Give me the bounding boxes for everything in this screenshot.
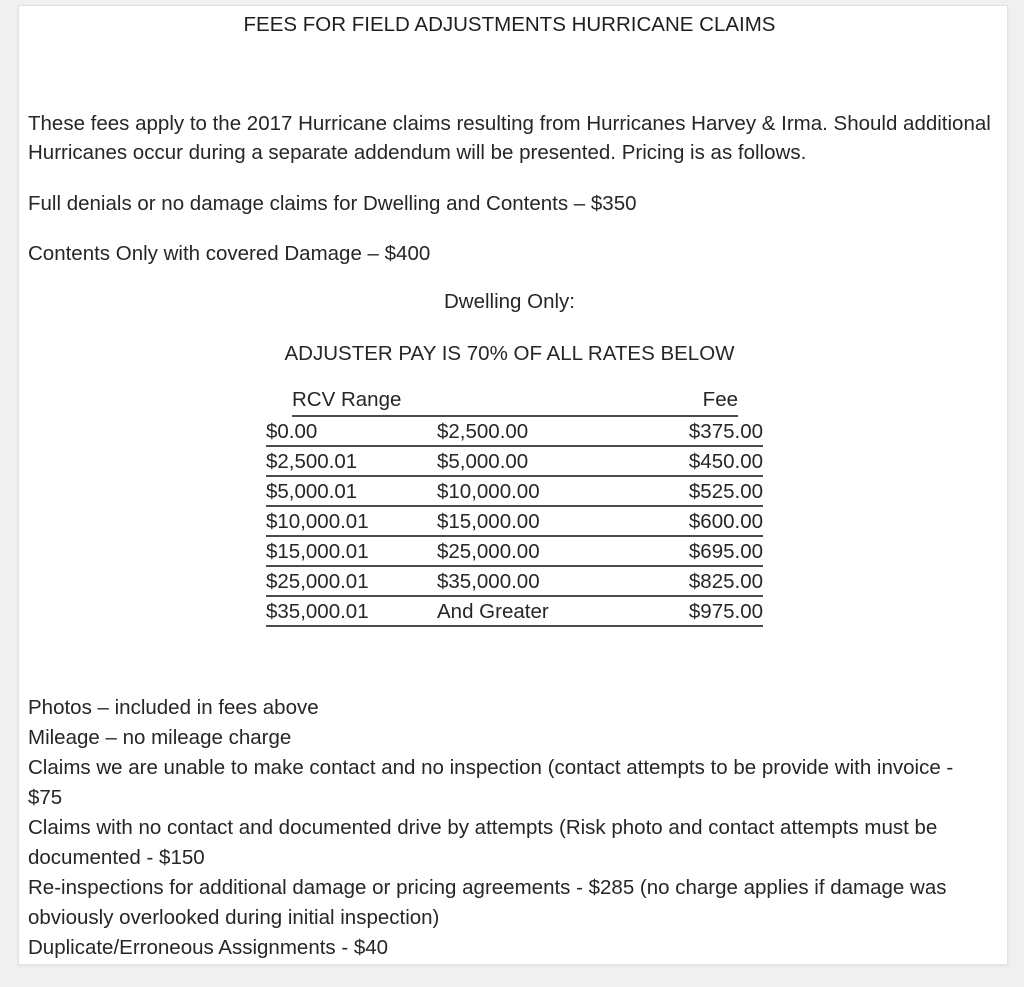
- rcv-from-value: $5,000.01: [266, 480, 358, 503]
- intro-paragraph: These fees apply to the 2017 Hurricane claims resulting from Hurricanes Harvey & Irma. Should additional Hurricanes occur during a separate addendum will be presented. Pricing is as follows.: [28, 112, 991, 164]
- note-line: Mileage – no mileage charge: [28, 726, 292, 749]
- fee-value: $695.00: [688, 540, 763, 563]
- rcv-to-value: And Greater: [437, 600, 549, 623]
- rcv-to-value: $35,000.00: [437, 570, 540, 593]
- rcv-from-value: $25,000.01: [266, 570, 369, 593]
- rcv-to-value: $25,000.00: [437, 540, 540, 563]
- table-row: [266, 417, 763, 447]
- rcv-from-value: $10,000.01: [266, 510, 369, 533]
- note-line: Claims with no contact and documented drive by attempts (Risk photo and contact attempts must be documented - $150: [28, 816, 938, 869]
- fee-line-dwelling-and-contents: Full denials or no damage claims for Dwelling and Contents – $350: [28, 192, 637, 215]
- note-line: Re-inspections for additional damage or pricing agreements - $285 (no charge applies if damage was obviously overlooked during initial inspection): [28, 876, 947, 929]
- rcv-fee-table-body: [266, 417, 763, 627]
- table-row: [266, 567, 763, 597]
- adjuster-pay-note: ADJUSTER PAY IS 70% OF ALL RATES BELOW: [284, 342, 735, 365]
- notes-section: [28, 693, 991, 963]
- rcv-fee-table-header: [292, 387, 738, 417]
- rcv-to-value: $5,000.00: [437, 450, 529, 473]
- note-line: Duplicate/Erroneous Assignments - $40: [28, 936, 389, 959]
- table-row: [266, 447, 763, 477]
- table-row: [266, 537, 763, 567]
- rcv-to-value: $2,500.00: [437, 420, 529, 443]
- rcv-from-value: $15,000.01: [266, 540, 369, 563]
- rcv-fee-table: [266, 387, 763, 627]
- fee-value: $600.00: [688, 510, 763, 533]
- note-line: Photos – included in fees above: [28, 696, 319, 719]
- table-row: [266, 507, 763, 537]
- fee-column-header: Fee: [702, 388, 738, 411]
- fee-value: $975.00: [688, 600, 763, 623]
- table-row: [266, 597, 763, 627]
- rcv-from-value: $35,000.01: [266, 600, 369, 623]
- fee-line-contents-only: Contents Only with covered Damage – $400: [28, 242, 431, 265]
- document-card: [18, 5, 1008, 965]
- dwelling-only-heading: Dwelling Only:: [443, 290, 576, 313]
- table-row: [266, 477, 763, 507]
- fee-value: $375.00: [688, 420, 763, 443]
- rcv-to-value: $10,000.00: [437, 480, 540, 503]
- page-title: FEES FOR FIELD ADJUSTMENTS HURRICANE CLAIMS: [243, 13, 776, 36]
- fee-value: $825.00: [688, 570, 763, 593]
- rcv-to-value: $15,000.00: [437, 510, 540, 533]
- note-line: Claims we are unable to make contact and no inspection (contact attempts to be provide with invoice - $75: [28, 756, 954, 809]
- fee-value: $525.00: [688, 480, 763, 503]
- rcv-from-value: $0.00: [266, 420, 318, 443]
- rcv-range-column-header: RCV Range: [292, 388, 402, 411]
- rcv-from-value: $2,500.01: [266, 450, 358, 473]
- fee-value: $450.00: [688, 450, 763, 473]
